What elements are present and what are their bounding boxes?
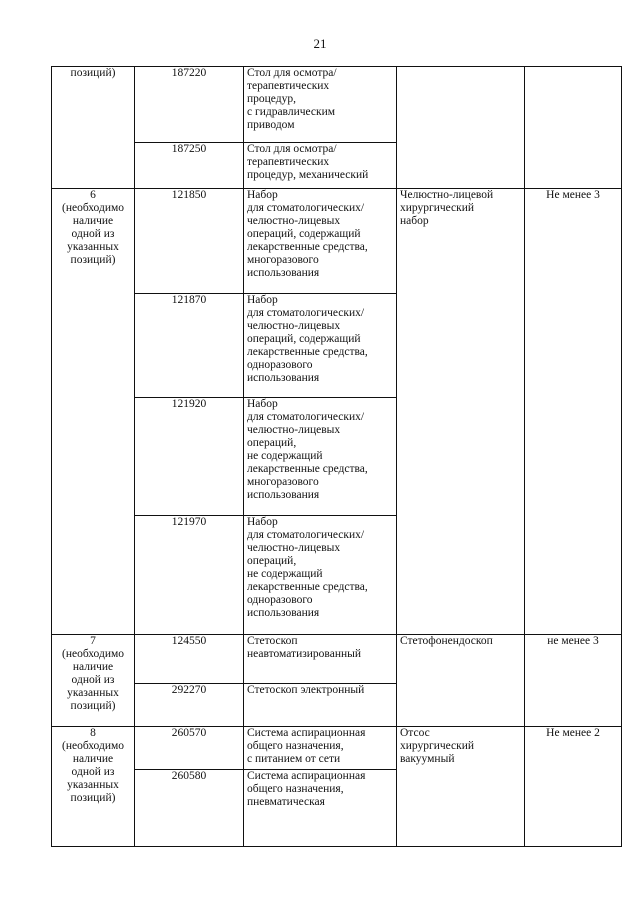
kit-line: хирургический xyxy=(400,740,475,752)
kit-line: набор xyxy=(400,215,429,227)
name-cell xyxy=(244,398,397,516)
name-line: терапевтических xyxy=(247,80,330,92)
group-label-cell xyxy=(52,67,135,189)
name-line: для стоматологических/ xyxy=(247,529,365,541)
name-line: Стетоскоп электронный xyxy=(247,684,365,696)
quantity-cell: не менее 3 xyxy=(525,635,622,727)
name-line: операций, xyxy=(247,555,297,567)
group-label-line: 6 xyxy=(90,189,96,201)
name-line: использования xyxy=(247,607,320,619)
name-line: операций, содержащий xyxy=(247,228,361,240)
code-cell: 121920 xyxy=(135,398,244,516)
kit-cell xyxy=(397,67,525,189)
name-line: пневматическая xyxy=(247,796,325,808)
kit-cell xyxy=(397,189,525,635)
name-line: Набор xyxy=(247,516,278,528)
name-line: челюстно-лицевых xyxy=(247,424,341,436)
kit-line: Стетофонендоскоп xyxy=(400,635,493,647)
name-cell xyxy=(244,143,397,189)
group-label-line: наличие xyxy=(72,753,114,765)
code-cell: 121970 xyxy=(135,516,244,635)
kit-cell xyxy=(397,727,525,847)
group-label-line: (необходимо xyxy=(61,740,124,752)
name-line: одноразового xyxy=(247,359,313,371)
name-line: использования xyxy=(247,267,320,279)
quantity-cell: Не менее 2 xyxy=(525,727,622,847)
group-label-line: одной из xyxy=(71,228,115,240)
table-row xyxy=(52,635,622,684)
group-label-line: наличие xyxy=(72,215,114,227)
kit-cell xyxy=(397,635,525,727)
kit-line: хирургический xyxy=(400,202,475,214)
name-line: лекарственные средства, xyxy=(247,581,368,593)
name-cell xyxy=(244,189,397,294)
name-line: приводом xyxy=(247,119,295,131)
name-line: Стол для осмотра/ xyxy=(247,143,337,155)
group-label-line: указанных xyxy=(67,687,119,699)
group-label-line: одной из xyxy=(71,674,115,686)
name-line: операций, содержащий xyxy=(247,333,361,345)
name-line: операций, xyxy=(247,437,297,449)
name-line: Система аспирационная xyxy=(247,727,366,739)
name-line: челюстно-лицевых xyxy=(247,320,341,332)
kit-line: Отсос xyxy=(400,727,430,739)
equipment-table xyxy=(51,66,622,847)
group-label-line: одной из xyxy=(71,766,115,778)
group-label-line: позиций) xyxy=(70,700,116,712)
code-cell: 187250 xyxy=(135,143,244,189)
name-line: челюстно-лицевых xyxy=(247,542,341,554)
name-cell xyxy=(244,67,397,143)
name-line: Набор xyxy=(247,189,278,201)
code-cell: 187220 xyxy=(135,67,244,143)
kit-line: вакуумный xyxy=(400,753,455,765)
group-label-line: позиций) xyxy=(70,67,116,79)
code-cell: 121850 xyxy=(135,189,244,294)
name-line: общего назначения, xyxy=(247,783,344,795)
group-label-line: (необходимо xyxy=(61,202,124,214)
name-line: не содержащий xyxy=(247,568,323,580)
name-line: Набор xyxy=(247,398,278,410)
name-line: с гидравлическим xyxy=(247,106,336,118)
group-label-line: позиций) xyxy=(70,254,116,266)
name-line: Стол для осмотра/ xyxy=(247,67,337,79)
name-line: Система аспирационная xyxy=(247,770,366,782)
name-line: Набор xyxy=(247,294,278,306)
code-cell: 124550 xyxy=(135,635,244,684)
name-cell xyxy=(244,684,397,727)
name-cell xyxy=(244,516,397,635)
group-label-line: указанных xyxy=(67,241,119,253)
group-label-line: наличие xyxy=(72,661,114,673)
group-label-line: указанных xyxy=(67,779,119,791)
name-cell xyxy=(244,727,397,770)
name-line: процедур, xyxy=(247,93,296,105)
group-label-line: 7 xyxy=(90,635,96,647)
name-line: одноразового xyxy=(247,594,313,606)
code-cell: 260580 xyxy=(135,770,244,847)
table-row xyxy=(52,67,622,143)
table-row xyxy=(52,727,622,770)
name-line: процедур, механический xyxy=(247,169,369,181)
group-label-line: 8 xyxy=(90,727,96,739)
kit-line: Челюстно-лицевой xyxy=(400,189,494,201)
name-line: многоразового xyxy=(247,476,319,488)
name-line: использования xyxy=(247,372,320,384)
code-cell: 292270 xyxy=(135,684,244,727)
group-label-line: позиций) xyxy=(70,792,116,804)
quantity-cell: Не менее 3 xyxy=(525,189,622,635)
group-label-cell xyxy=(52,635,135,727)
table-row xyxy=(52,189,622,294)
name-line: многоразового xyxy=(247,254,319,266)
name-cell xyxy=(244,770,397,847)
group-label-cell xyxy=(52,189,135,635)
group-label-cell xyxy=(52,727,135,847)
quantity-cell xyxy=(525,67,622,189)
name-cell xyxy=(244,294,397,398)
name-line: для стоматологических/ xyxy=(247,202,365,214)
name-line: лекарственные средства, xyxy=(247,241,368,253)
name-line: для стоматологических/ xyxy=(247,411,365,423)
group-label-line: (необходимо xyxy=(61,648,124,660)
name-cell xyxy=(244,635,397,684)
name-line: для стоматологических/ xyxy=(247,307,365,319)
name-line: терапевтических xyxy=(247,156,330,168)
name-line: неавтоматизированный xyxy=(247,648,362,660)
name-line: челюстно-лицевых xyxy=(247,215,341,227)
name-line: лекарственные средства, xyxy=(247,346,368,358)
name-line: Стетоскоп xyxy=(247,635,298,647)
code-cell: 260570 xyxy=(135,727,244,770)
name-line: с питанием от сети xyxy=(247,753,341,765)
name-line: лекарственные средства, xyxy=(247,463,368,475)
code-cell: 121870 xyxy=(135,294,244,398)
name-line: общего назначения, xyxy=(247,740,344,752)
name-line: не содержащий xyxy=(247,450,323,462)
page-number: 21 xyxy=(313,36,327,51)
name-line: использования xyxy=(247,489,320,501)
